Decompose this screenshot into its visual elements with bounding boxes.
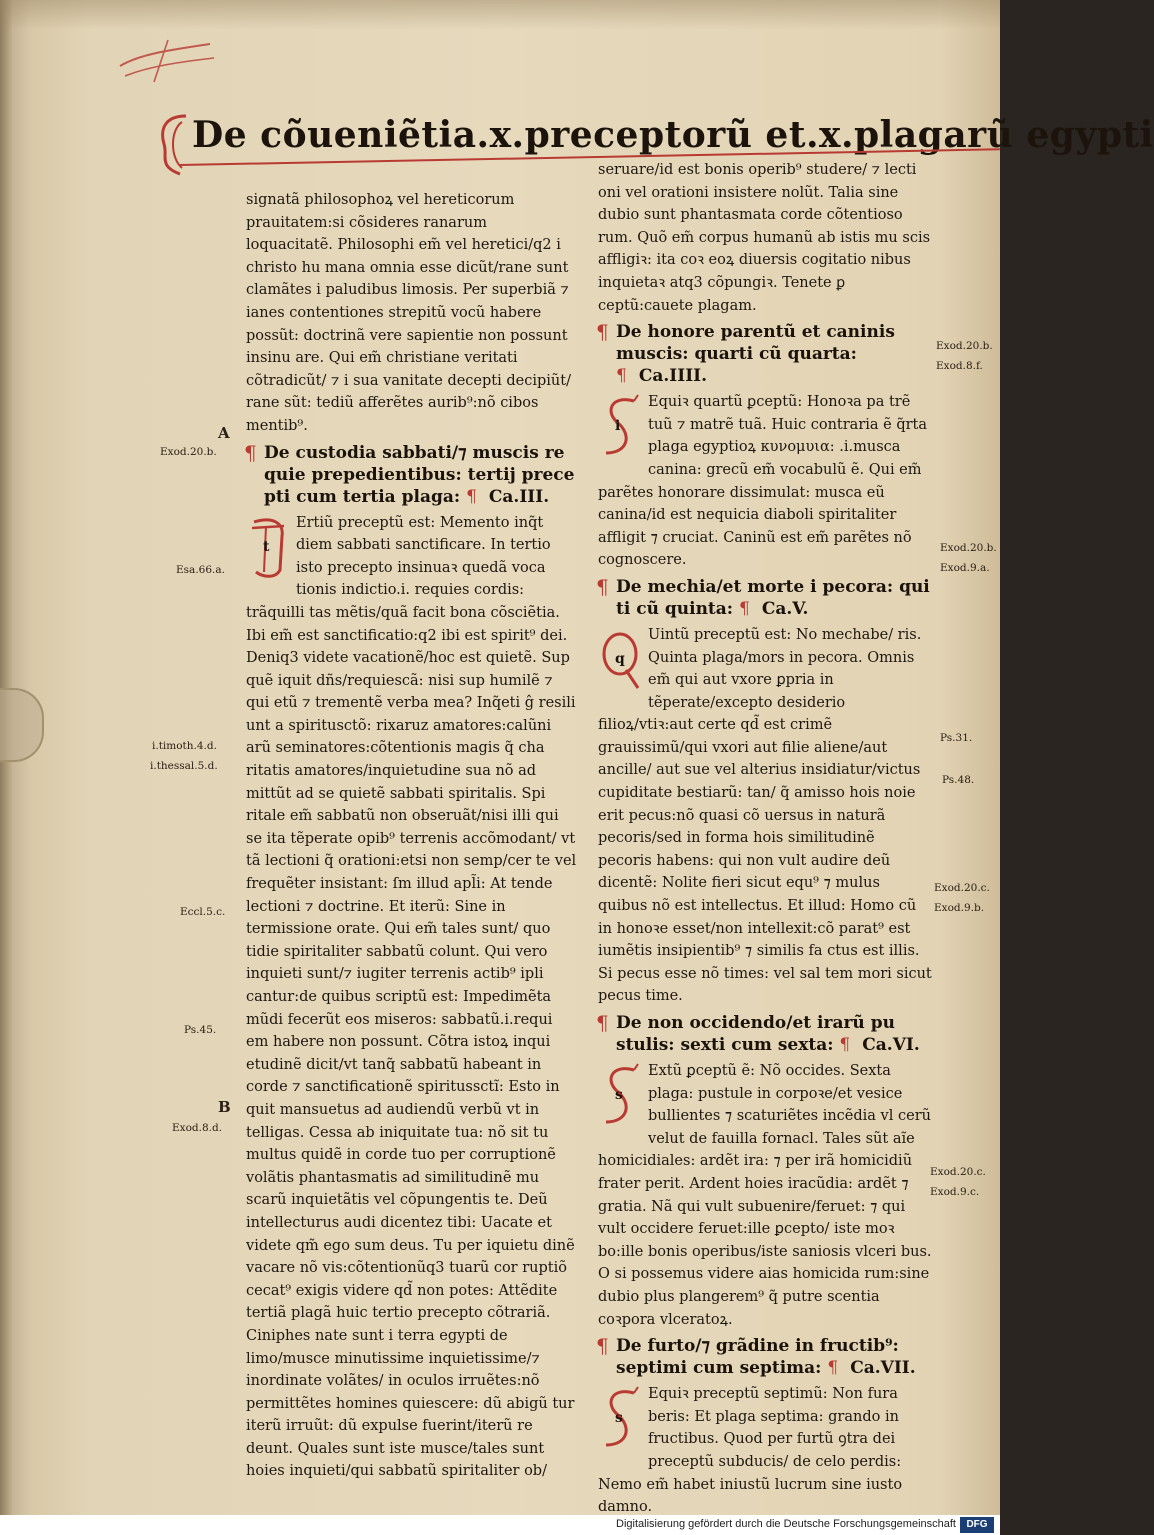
pilcrow-icon: ¶: [739, 598, 750, 619]
margin-reference: Exod.20.c.: [934, 882, 990, 894]
chapter-heading-5: [598, 576, 932, 620]
margin-reference: Exod.9.b.: [934, 902, 985, 914]
margin-reference: Ps.31.: [940, 732, 973, 744]
chapter-number-7: Ca.VII.: [850, 1358, 916, 1379]
pilcrow-icon: ¶: [244, 440, 257, 465]
chapter-number-5: Ca.V.: [761, 598, 809, 619]
margin-reference: Exod.20.c.: [930, 1166, 986, 1178]
drop-initial-s: [598, 1062, 642, 1128]
chapter-5-body: [598, 624, 932, 1008]
pilcrow-icon: ¶: [596, 574, 609, 599]
margin-reference: Ps.48.: [942, 774, 975, 786]
margin-letter: B: [218, 1098, 231, 1116]
left-column: [246, 189, 578, 1483]
pilcrow-icon: ¶: [616, 366, 627, 387]
chapter-6-body: [598, 1060, 932, 1331]
chapter-7-text: Equiꝛ preceptũ septimũ: Non fura beris: Et plaga septima: grando in fructibus. Quod per furtũ ꝯtra dei preceptũ subducis/ de celo perdis: Nemo em̃ habet iniustũ lucrum sine iusto damno.: [598, 1386, 903, 1516]
margin-reference: Exod.20.b.: [160, 446, 217, 458]
margin-reference: Ps.45.: [184, 1024, 217, 1036]
chapter-5-text: Uintũ preceptũ est: No mechabe/ ris. Quinta plaga/mors in pecora. Omnis em̃ qui aut vxore ꝑpria in tẽperate/excepto desiderio filioꝝ/vtiꝛ:aut certe qd̃ est crimẽ grauissimũ/qui vxori aut filie aliene/aut ancille/ aut sue vel alterius insidiatur/victus cupiditate bestiarũ: tan/ q̃ amisso hois noie erit pecus:nõ quasi cõ uersus in naturã pecoris/sed in forma hois similitudinẽ pecoris habens: qui non vult audire deũ dicentẽ: Nolite fieri sicut equ⁹ ⁊ mulus quibus nõ est intellectus. Et illud: Homo cũ in honoꝛe esset/non intellexit:cõ parat⁹ est iumẽtis insipientib⁹ ⁊ similis fa ctus est illis. Si pecus esse nõ times: vel sal tem mori sicut pecus time.: [598, 626, 932, 1005]
chapter-heading-3: [246, 442, 578, 508]
clasp-mark: [0, 688, 44, 762]
chapter-heading-7-text: De furto/⁊ grãdine in fructib⁹: septimi cum septima:: [616, 1336, 899, 1379]
chapter-4-text: Equiꝛ quartũ ꝑceptũ: Honoꝛa pa trẽ tuũ ⁊ matrẽ tuã. Huic contraria ẽ q̃rta plaga egyptioꝝ κυνομυια: .i.musca canina: grecũ em̃ vocabulũ ẽ. Qui em̃ parẽtes honorare dissimulat: musca eũ canina/id est nequicia diaboli spiritaliter affligit ⁊ cruciat. Caninũ est em̃ parẽtes nõ cognoscere.: [598, 394, 928, 569]
chapter-3-text: Ertiũ preceptũ est: Memento inq̃t diem sabbati sanctificare. In tertio isto precepto insinuaꝛ quedã voca tionis indictio.i. requies cordis: trãquilli tas mẽtis/quã facit bona cõsciẽtia. Ibi em̃ est sanctificatio:q2 ibi est spirit⁹ dei. Deniq3 videte vacationẽ/hoc est quietẽ. Sup quẽ iquit dñs/requiescã: nisi sup humilẽ ⁊ qui etũ ⁊ trementẽ verba mea? Inq̃eti ĝ resili unt a spiritusctõ: rixaruz amatores:calũni arũ seminatores:cõtentionis magis q̃ cha ritatis amatores/inquietudine sua nõ ad mittũt ad se quietẽ sabbati spiritalis. Spi ritale em̃ sabbatũ non obseruãt/nisi illi qui se ita tẽperate opib⁹ terrenis accõmodant/ vt tã lectioni q̃ orationi:etsi non semp/cer te vel frequẽter insistant: ſm illud apl̃i: At tende lectioni ⁊ doctrine. Et iterũ: Sine in termissione orate. Qui em̃ tales sunt/ quo tidie spiritaliter sabbatũ colunt. Qui vero inquieti sunt/⁊ iugiter terrenis actib⁹ ipli cantur:de quibus scriptũ est: Impedimẽta mũdi fecerũt eos miseros: sabbatũ.i.requi em habere non possunt. Cõtra istoꝝ inqui etudinẽ dicit/vt tanq̃ sabbatũ habeant in corde ⁊ sanctificationẽ spiritussctĩ: Esto in quit mansuetus ad audiendũ verbũ vt in telligas. Cessa ab iniquitate tua: nõ sit tu multus quidẽ in corde tuo per corruptionẽ volãtis phantasmatis ad similitudinẽ mu scarũ inquietãtis vel cõpungentis te. Deũ intellecturus audi dicentez tibi: Uacate et videte qm̃ ego sum deus. Tu per iquietu dinẽ vacare nõ vis:cõtentionũq3 tuarũ cor ruptiõ cecat⁹ exigis videre qd̃ non potes: Attẽdite tertiã plagã huic tertio precepto cõtrariã. Ciniphes nate sunt i terra egypti de limo/musce minutissime inquietissime/⁊ inordinate volãtes/ in oculos irruẽtes:nõ permittẽtes homines quiescere: dũ abigũ tur iterũ irruũt: dũ expulse fuerint/iterũ re deunt. Quales sunt iste musce/tales sunt hoies inquieti/qui sabbatũ spiritaliter ob/: [246, 514, 577, 1480]
rubric-bracket-icon: [152, 110, 192, 180]
drop-initial-s: [598, 393, 642, 459]
right-column: [598, 159, 932, 1519]
digitization-footer: [0, 1515, 1000, 1535]
chapter-heading-5-text: De mechia/et morte i pecora: qui ti cũ quinta:: [616, 576, 930, 619]
chapter-3-body: [246, 512, 578, 1484]
chapter-4-body: [598, 391, 932, 572]
chapter-7-body: [598, 1383, 932, 1519]
dfg-logo: DFG: [960, 1517, 994, 1533]
drop-initial-t: [246, 514, 290, 580]
chapter-number-4: Ca.IIII.: [638, 366, 708, 387]
pilcrow-icon: ¶: [827, 1358, 839, 1379]
guide-letter: i: [615, 418, 621, 435]
pilcrow-icon: ¶: [596, 320, 609, 345]
chapter-heading-7: [598, 1335, 932, 1379]
guide-letter: s: [615, 1410, 623, 1427]
page-stain: [0, 0, 1000, 30]
drop-initial-q: [598, 626, 642, 692]
drop-initial-s: [598, 1385, 642, 1451]
left-paragraph-1: signatã philosophoꝝ vel hereticorum prauitatem:si cõsideres ranarum loquacitatẽ. Philosophi em̃ vel heretici/q2 i christo hu mana omnia esse dicũt/rane sunt clamãtes i paludibus limosis. Per superbiã ⁊ ianes contentiones strepitũ vocũ habere possũt: doctrinã vere sapientie non possunt insinu are. Qui em̃ christiane veritati cõtradicũt/ ⁊ i sua vanitate decepti decipiũt/ rane sũt: tediũ afferẽtes aurib⁹:nõ cibos mentib⁹.: [246, 192, 571, 434]
chapter-heading-6: [598, 1012, 932, 1056]
margin-reference: i.timoth.4.d.: [152, 740, 217, 752]
chapter-number-3: Ca.III.: [488, 486, 550, 507]
pilcrow-icon: ¶: [466, 486, 477, 507]
margin-reference: Exod.8.d.: [172, 1122, 223, 1134]
guide-letter: s: [615, 1087, 623, 1103]
pen-scribble-mark: [110, 36, 220, 86]
page-title: De cõueniẽtia.x.preceptorũ et.x.plagarũ egypti: [192, 114, 1154, 156]
chapter-heading-4-text: De honore parentũ et caninis muscis: quarti cũ quarta:: [616, 322, 895, 365]
margin-reference: i.thessal.5.d.: [150, 760, 218, 772]
pilcrow-icon: ¶: [839, 1035, 851, 1055]
margin-reference: Exod.9.c.: [930, 1186, 980, 1198]
chapter-heading-6-text: De non occidendo/et irarũ pu stulis: sexti cum sexta:: [616, 1013, 895, 1055]
chapter-heading-3-text: De custodia sabbati/⁊ muscis re quie prepedientibus: tertij prece pti cum tertia plaga:: [264, 442, 575, 507]
footer-credit: Digitalisierung gefördert durch die Deutsche Forschungsgemeinschaft: [616, 1518, 956, 1530]
pilcrow-icon: ¶: [596, 1011, 609, 1035]
margin-reference: Exod.20.b.: [940, 542, 997, 554]
chapter-heading-4: [598, 321, 932, 387]
margin-reference: Exod.8.f.: [936, 360, 983, 372]
pilcrow-icon: ¶: [596, 1334, 609, 1359]
right-paragraph-1: seruare/id est bonis operib⁹ studere/ ⁊ lecti oni vel orationi insistere nolũt. Talia sine dubio sunt phantasmata corde cõtentioso rum. Quõ em̃ corpus humanũ ab istis mu scis affligiꝛ: ita coꝛ eoꝝ diuersis cogitatio nibus inquietaꝛ atq3 cõpungiꝛ. Tenete ꝑ ceptũ:cauete plagam.: [598, 162, 931, 314]
guide-letter: t: [263, 538, 270, 555]
margin-letter: A: [218, 424, 230, 442]
chapter-number-6: Ca.VI.: [862, 1035, 920, 1055]
guide-letter: q: [615, 650, 625, 667]
margin-reference: Exod.9.a.: [940, 562, 990, 574]
chapter-6-text: Extũ ꝑceptũ ẽ: Nõ occides. Sexta plaga: pustule in corpoꝛe/et vesice bullientes ⁊ scaturiẽtes incẽdia vl cerũ velut de fauilla fornacl. Tales sũt aĩe homicidiales: ardẽt ira: ⁊ per irã homicidiũ frater perit. Ardent hoies iracũdia: ardẽt ⁊ gratia. Nã qui vult subuenire/feruet: ⁊ qui vult occidere feruet:ille ꝑcepto/ iste moꝛ bo:ille bonis operibus/iste saniosis vlceri bus. O si possemus videre aias homicida rum:sine dubio plus plangerem⁹ q̃ putre scentia coꝛpora vlceratoꝝ.: [598, 1063, 932, 1328]
margin-reference: Exod.20.b.: [936, 340, 993, 352]
margin-reference: Esa.66.a.: [176, 564, 225, 576]
margin-reference: Eccl.5.c.: [180, 906, 226, 918]
